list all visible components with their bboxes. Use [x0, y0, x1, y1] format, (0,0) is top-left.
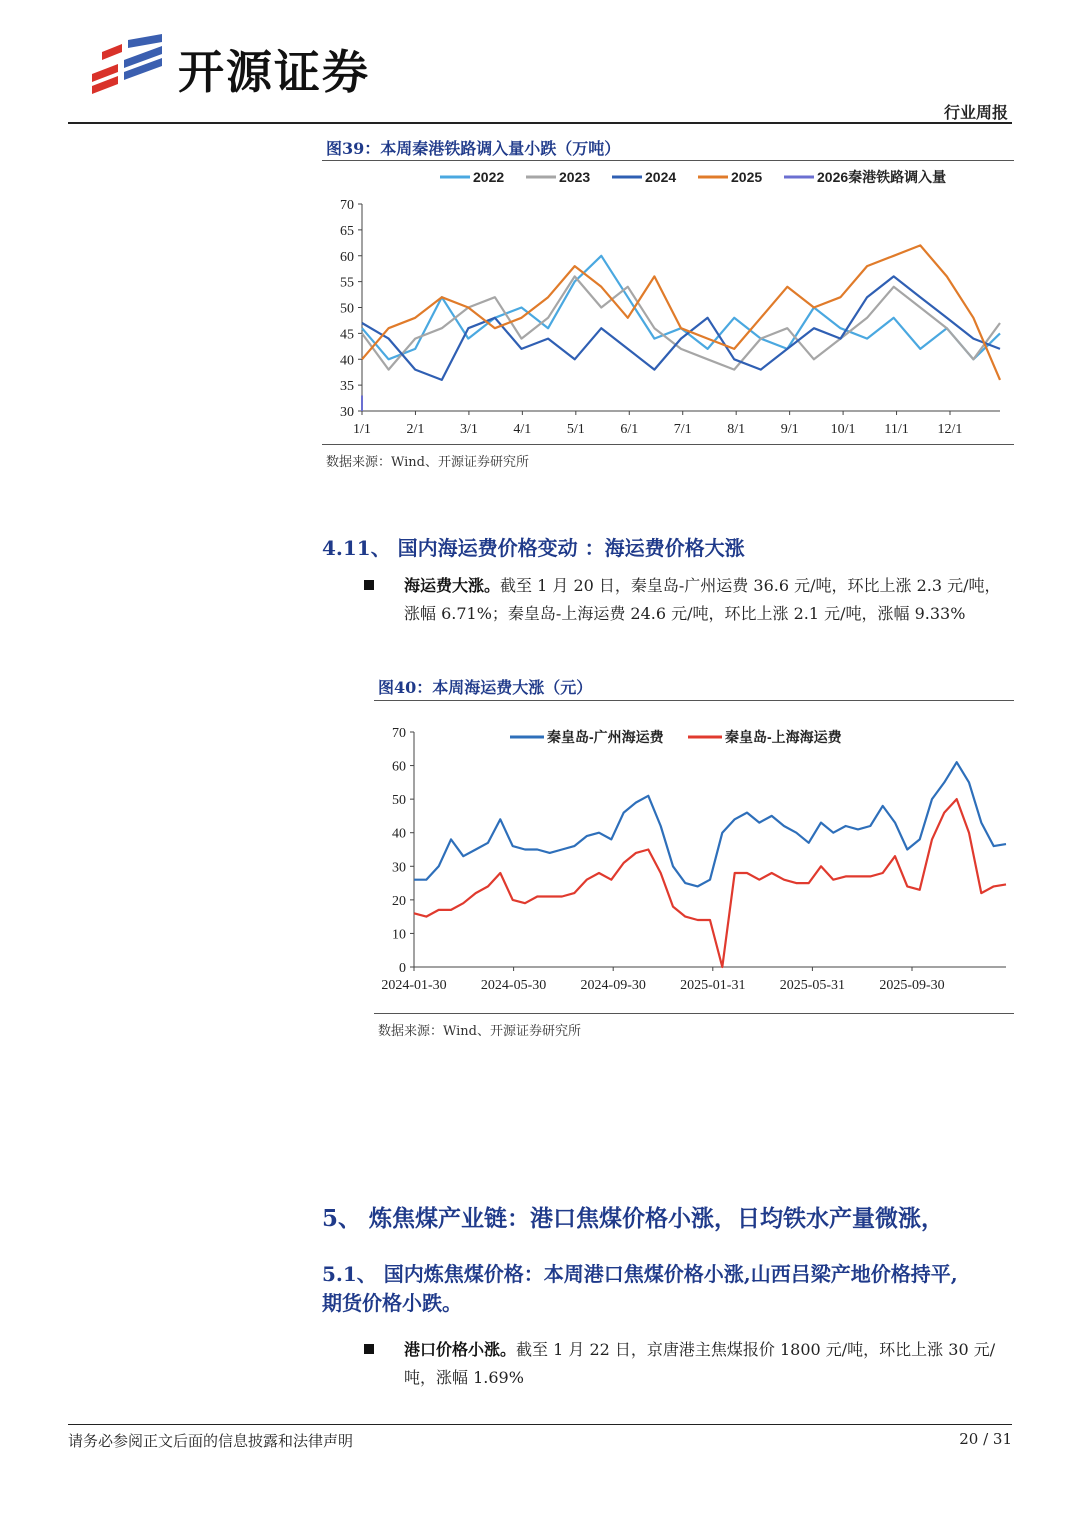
- paragraph-lead: 海运费大涨。: [404, 576, 501, 595]
- x-tick-label: 6/1: [620, 422, 639, 437]
- y-tick-label: 10: [392, 927, 406, 943]
- y-tick-label: 60: [392, 759, 406, 775]
- x-tick-label: 10/1: [830, 422, 856, 437]
- brand-name: 开源证券: [178, 45, 370, 99]
- section-5-1-heading-line2: 期货价格小跌。: [322, 1291, 462, 1315]
- figure-40-chart: [374, 701, 1014, 1011]
- y-tick-label: 0: [399, 961, 406, 976]
- footer-disclaimer: 请务必参阅正文后面的信息披露和法律声明: [68, 1432, 354, 1450]
- y-tick-label: 70: [340, 198, 354, 213]
- y-tick-label: 50: [340, 301, 354, 317]
- legend-label: 秦皇岛-广州海运费: [547, 729, 664, 745]
- x-tick-label: 4/1: [513, 422, 532, 437]
- y-tick-label: 30: [340, 405, 354, 420]
- x-tick-label: 2025-09-30: [879, 978, 945, 993]
- x-tick-label: 2025-01-31: [680, 978, 746, 993]
- x-tick-label: 7/1: [673, 422, 692, 437]
- x-tick-label: 2025-05-31: [779, 978, 846, 993]
- x-tick-label: 2024-01-30: [381, 978, 447, 993]
- y-tick-label: 40: [392, 826, 406, 842]
- legend-label: 秦皇岛-上海海运费: [725, 729, 842, 745]
- series-line: [362, 245, 1000, 380]
- x-tick-label: 5/1: [566, 422, 585, 437]
- x-tick-label: 2024-09-30: [580, 978, 646, 993]
- y-tick-label: 70: [392, 726, 406, 741]
- x-tick-label: 2/1: [406, 422, 425, 437]
- figure-39-source: 数据来源：Wind、开源证券研究所: [326, 455, 529, 470]
- x-tick-label: 11/1: [884, 422, 909, 437]
- x-tick-label: 9/1: [780, 422, 799, 437]
- section-5-1-paragraph: [404, 1336, 1014, 1392]
- x-tick-label: 3/1: [459, 422, 478, 437]
- y-tick-label: 45: [340, 327, 354, 343]
- paragraph-body: 截至 1 月 22 日，京唐港主焦煤报价 1800 元/吨，环比上涨 30 元/吨，涨幅 1.69%: [404, 1340, 996, 1387]
- y-tick-label: 35: [340, 379, 354, 395]
- y-tick-label: 50: [392, 793, 406, 809]
- legend-label: 2025: [731, 169, 763, 185]
- x-tick-label: 2024-05-30: [480, 978, 547, 993]
- y-tick-label: 40: [340, 353, 354, 369]
- section-5-1-heading-line1: 5.1、 国内炼焦煤价格：本周港口焦煤价格小涨,山西吕梁产地价格持平,: [322, 1262, 958, 1286]
- figure-39-bottom-rule: [322, 444, 1014, 445]
- figure-40-bottom-rule: [374, 1013, 1014, 1014]
- legend-label: 2023: [559, 169, 591, 185]
- series-line: [362, 256, 1000, 359]
- section-4-11-paragraph: [404, 572, 1014, 628]
- legend-label: 2024: [645, 169, 677, 185]
- y-tick-label: 60: [340, 249, 354, 265]
- section-5-heading: 5、 炼焦煤产业链：港口焦煤价格小涨，日均铁水产量微涨，: [322, 1205, 945, 1232]
- figure-40-caption: 图40：本周海运费大涨（元）: [378, 678, 593, 697]
- bullet-marker: [364, 580, 374, 590]
- page-number: 20 / 31: [959, 1430, 1012, 1448]
- report-type: 行业周报: [943, 103, 1008, 122]
- x-tick-label: 1/1: [353, 422, 371, 437]
- x-tick-label: 12/1: [937, 422, 963, 437]
- y-tick-label: 65: [340, 223, 354, 239]
- figure-39-chart: [322, 161, 1014, 443]
- y-tick-label: 30: [392, 860, 406, 876]
- header-rule: [68, 122, 1012, 124]
- paragraph-body: 截至 1 月 20 日，秦皇岛-广州运费 36.6 元/吨，环比上涨 2.3 元/吨，涨幅 6.71%；秦皇岛-上海运费 24.6 元/吨，环比上涨 2.1 元/吨，涨幅 9.33%: [404, 576, 1001, 623]
- footer-rule: [68, 1424, 1012, 1425]
- brand-logo-icon: [88, 34, 166, 96]
- figure-39-caption: 图39：本周秦港铁路调入量小跌（万吨）: [326, 139, 621, 158]
- section-4-11-heading: 4.11、 国内海运费价格变动 ：海运费价格大涨: [322, 536, 745, 560]
- series-line: [414, 762, 1006, 886]
- y-tick-label: 20: [392, 893, 406, 909]
- paragraph-lead: 港口价格小涨。: [404, 1340, 517, 1359]
- legend-label: 2026秦港铁路调入量: [817, 169, 947, 185]
- x-tick-label: 8/1: [727, 422, 746, 437]
- bullet-marker: [364, 1344, 374, 1354]
- legend-label: 2022: [473, 169, 505, 185]
- figure-40-source: 数据来源：Wind、开源证券研究所: [378, 1024, 581, 1039]
- y-tick-label: 55: [340, 275, 354, 291]
